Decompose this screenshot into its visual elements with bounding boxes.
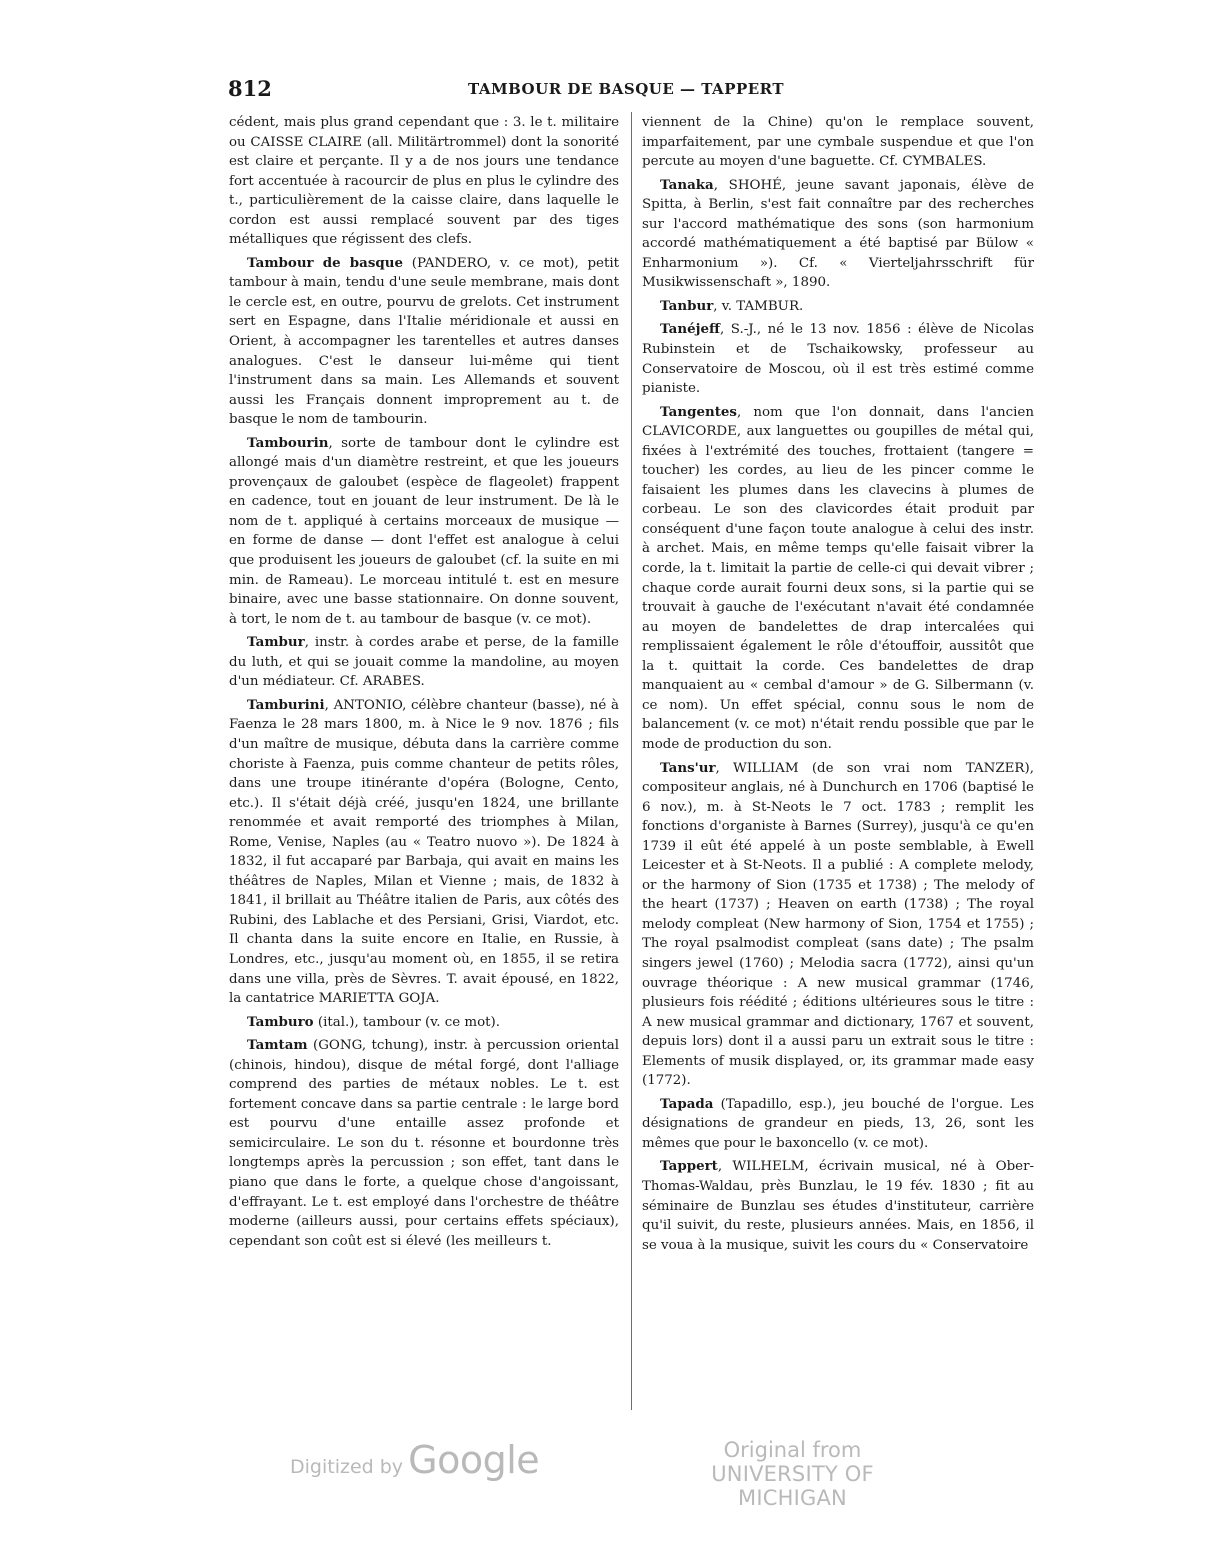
entry-text: viennent de la Chine) qu'on le remplace souvent, imparfaitement, par une cymbale suspendue et que l'on percute au moyen d'une baguette. Cf. CYMBALES. xyxy=(642,115,1034,170)
dictionary-entry xyxy=(642,759,1034,1091)
dictionary-entry xyxy=(229,633,619,692)
dictionary-entry xyxy=(229,696,619,1009)
entry-text: , S.-J., né le 13 nov. 1856 : élève de Nicolas Rubinstein et de Tschaikowsky, professeur au Conservatoire de Moscou, où il est très estimé comme pianiste. xyxy=(642,322,1034,397)
entry-text: , WILHELM, écrivain musical, né à Ober-Thomas-Waldau, près Bunzlau, le 19 fév. 1830 ; fit au séminaire de Bunzlau ses études d'instituteur, carrière qu'il suivit, du reste, plusieurs années. Mais, en 1856, il se voua à la musique, suivit les cours du « Conservatoire xyxy=(642,1159,1034,1253)
entry-headword: Tanbur xyxy=(660,297,714,314)
entry-headword: Tangentes xyxy=(660,403,737,420)
entry-headword: Tamburini xyxy=(247,696,325,713)
entry-text: cédent, mais plus grand cependant que : 3. le t. militaire ou CAISSE CLAIRE (all. Militärtrommel) dont la sonorité est claire et perçante. Il y a de nos jours une tendance fort accentuée à racourcir de plus en plus le cylindre des t., particulièrement de la caisse claire, dans laquelle le cordon est aussi remplacé souvent par des tiges métalliques que régissent des clefs. xyxy=(229,115,619,248)
original-from-watermark xyxy=(665,1438,920,1510)
dictionary-entry xyxy=(642,1095,1034,1154)
entry-headword: Tapada xyxy=(660,1095,714,1112)
entry-text: (GONG, tchung), instr. à percussion oriental (chinois, hindou), disque de métal forgé, dont l'alliage comprend des parties de métaux nobles. Le t. est fortement concave dans sa partie centrale : le large bord est pourvu d'une entaille assez profonde et semicirculaire. Le son du t. résonne et bourdonne très longtemps après la percussion ; son effet, tant dans le piano que dans le forte, a quelque chose d'angoissant, d'effrayant. Le t. est employé dans l'orchestre de théâtre moderne (ailleurs aussi, pour certains effets spéciaux), cependant son coût est si élevé (les meilleurs t. xyxy=(229,1038,619,1249)
dictionary-entry xyxy=(229,1036,619,1251)
entry-text: , v. TAMBUR. xyxy=(713,298,804,314)
entry-headword: Tanaka xyxy=(660,176,714,193)
entry-text: , SHOHÉ, jeune savant japonais, élève de Spitta, à Berlin, s'est fait connaître par des recherches sur l'accord mathématique des sons (son harmonium accordé mathématiquement a été baptisé par Bülow « Enharmonium »). Cf. « Vierteljahrsschrift für Musikwissenschaft », 1890. xyxy=(642,177,1034,291)
entry-text: , instr. à cordes arabe et perse, de la famille du luth, et qui se jouait comme la mandoline, au moyen d'un médiateur. Cf. ARABES. xyxy=(229,635,619,690)
running-head xyxy=(228,76,1038,106)
entry-headword: Tambourin xyxy=(247,434,329,451)
entry-headword: Tans'ur xyxy=(660,759,716,776)
entry-text: (Tapadillo, esp.), jeu bouché de l'orgue. Les désignations de grandeur en pieds, 13, 26, sont les mêmes que pour le baxoncello (v. ce mot). xyxy=(642,1096,1034,1151)
dictionary-entry xyxy=(229,1013,619,1033)
entry-text: (PANDERO, v. ce mot), petit tambour à main, tendu d'une seule membrane, mais dont le cercle est, en outre, pourvu de grelots. Cet instrument sert en Espagne, dans l'Italie méridionale et aussi en Orient, à accompagner les tarentelles et autres danses analogues. C'est le danseur lui-même qui tient l'instrument dans sa main. Les Allemands et souvent aussi les Français donnent improprement au t. de basque le nom de tambourin. xyxy=(229,255,619,428)
entry-text: (ital.), tambour (v. ce mot). xyxy=(313,1014,501,1030)
dictionary-entry xyxy=(642,320,1034,398)
digitized-by-watermark xyxy=(290,1438,539,1482)
page-number: 812 xyxy=(228,76,272,101)
entry-headword: Tambur xyxy=(247,634,305,651)
dictionary-entry xyxy=(642,1157,1034,1255)
entry-text: , WILLIAM (de son vrai nom TANZER), compositeur anglais, né à Dunchurch en 1706 (baptisé le 6 nov.), m. à St-Neots le 7 oct. 1783 ; remplit les fonctions d'organiste à Barnes (Surrey), jusqu'à ce qu'en 1739 il eût été appelé à un poste semblable, à Ewell Leicester et à St-Neots. Il a publié : A complete melody, or the harmony of Sion (1735 et 1738) ; The melody of the heart (1737) ; Heaven on earth (1738) ; The royal melody compleat (New harmony of Sion, 1754 et 1755) ; The royal psalmodist compleat (sans date) ; The psalm singers jewel (1760) ; Melodia sacra (1772), ainsi qu'un ouvrage théorique : A new musical grammar (1746, plusieurs fois réédité ; éditions ultérieures sous le titre : A new musical grammar and dictionary, 1767 et souvent, depuis lors) dont il a aussi paru un extrait sous le titre : Elements of musik displayed, or, its grammar made easy (1772). xyxy=(642,760,1034,1089)
dictionary-entry xyxy=(642,176,1034,293)
digitized-by-label: Digitized by xyxy=(290,1456,404,1478)
google-logo: Google xyxy=(408,1438,540,1482)
dictionary-entry xyxy=(229,113,619,250)
entry-headword: Tambour de basque xyxy=(247,254,403,271)
dictionary-entry xyxy=(229,434,619,629)
dictionary-entry xyxy=(642,113,1034,172)
dictionary-entry xyxy=(642,297,1034,317)
page-header-title: TAMBOUR DE BASQUE — TAPPERT xyxy=(468,80,785,98)
entry-headword: Tanéjeff xyxy=(660,321,720,338)
entry-headword: Tappert xyxy=(660,1158,718,1175)
entry-headword: Tamtam xyxy=(247,1037,308,1054)
left-column xyxy=(229,113,619,1255)
dictionary-entry xyxy=(229,254,619,430)
entry-text: , ANTONIO, célèbre chanteur (basse), né à Faenza le 28 mars 1800, m. à Nice le 9 nov. 1876 ; fils d'un maître de musique, débuta dans la carrière comme choriste à Faenza, puis comme chanteur de petits rôles, dans une troupe itinérante d'opéra (Bologne, Cento, etc.). Il s'était déjà créé, jusqu'en 1824, une brillante renommée et avait remporté des triomphes à Milan, Rome, Venise, Naples (au « Teatro nuovo »). De 1824 à 1832, il fut accaparé par Barbaja, qui avait en mains les théâtres de Naples, Milan et Vienne ; mais, de 1832 à 1841, il brillait au Théâtre italien de Paris, aux côtés des Rubini, des Lablache et des Persiani, Grisi, Viardot, etc. Il chanta dans la suite encore en Italie, en Russie, à Londres, etc., jusqu'au moment où, en 1855, il se retira dans une villa, près de Sèvres. T. avait épousé, en 1822, la cantatrice MARIETTA GOJA. xyxy=(229,697,619,1007)
column-divider xyxy=(631,112,632,1410)
entry-headword: Tamburo xyxy=(247,1013,314,1030)
entry-text: , sorte de tambour dont le cylindre est allongé mais d'un diamètre restreint, et que les joueurs provençaux de galoubet (espèce de flageolet) frappent en cadence, tout en jouant de leur instrument. De là le nom de t. appliqué à certains morceaux de musique — en forme de danse — dont l'effet est analogue à celui que produisent les joueurs de galoubet (cf. la suite en mi min. de Rameau). Le morceau intitulé t. est en mesure binaire, avec une basse stationnaire. On donne souvent, à tort, le nom de t. au tambour de basque (v. ce mot). xyxy=(229,435,619,627)
entry-text: , nom que l'on donnait, dans l'ancien CLAVICORDE, aux languettes ou goupilles de métal qui, fixées à l'extrémité des touches, frottaient (tangere = toucher) les cordes, au lieu de les pincer comme le faisaient les plumes dans les clavecins à plumes de corbeau. Le son des clavicordes était produit par conséquent d'une façon toute analogue à celui des instr. à archet. Mais, en même temps qu'elle faisait vibrer la corde, la t. limitait la partie de celle-ci qui devait vibrer ; chaque corde aurait fourni deux sons, si la partie qui se trouvait à gauche de l'exécutant n'avait été condamnée au moyen de bandelettes de drap intercalées qui remplissaient également le rôle d'étouffoir, aussitôt que la t. quittait la corde. Ces bandelettes de drap manquaient au « cembal d'amour » de G. Silbermann (v. ce nom). Un effet spécial, connu sous le nom de balancement (v. ce mot) n'était rendu possible que par le mode de production du son. xyxy=(642,404,1034,752)
university-label: UNIVERSITY OF MICHIGAN xyxy=(711,1462,874,1510)
dictionary-entry xyxy=(642,403,1034,755)
original-from-label: Original from xyxy=(723,1438,862,1462)
right-column xyxy=(642,113,1034,1259)
